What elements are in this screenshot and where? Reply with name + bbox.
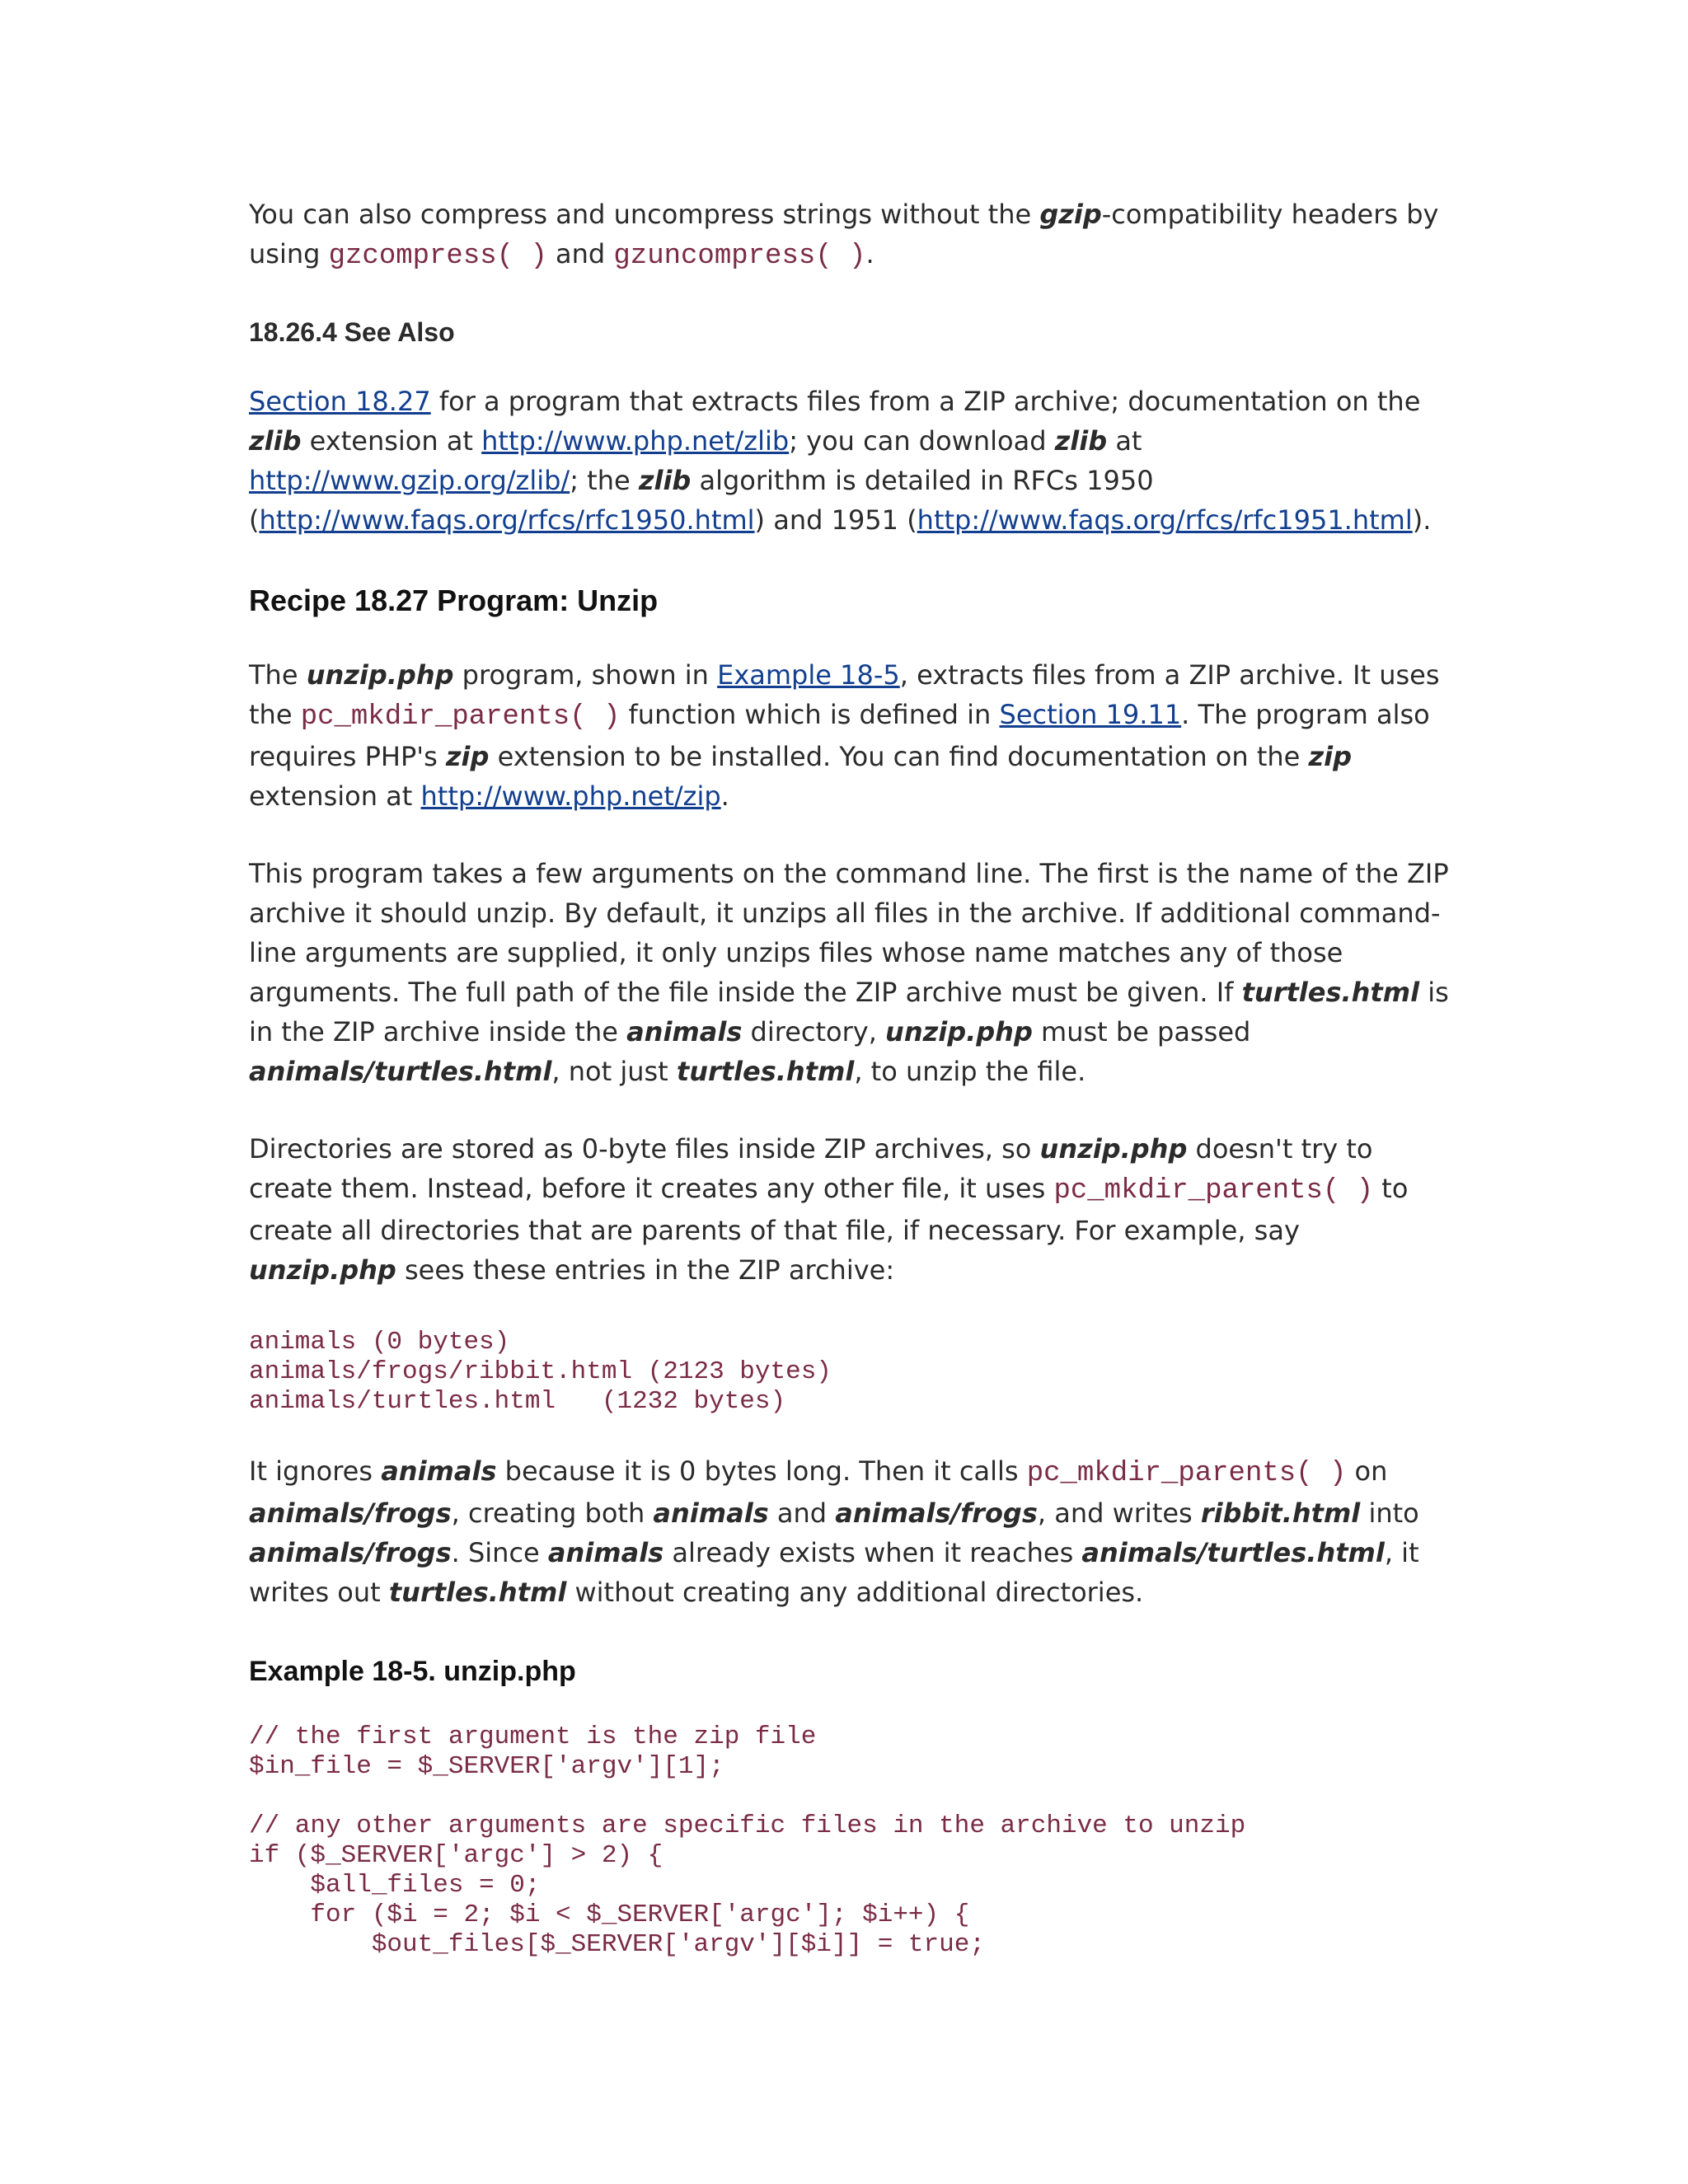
text: function which is defined in xyxy=(620,699,1000,730)
term-unzip-php: unzip.php xyxy=(249,1254,396,1286)
archive-entries-code: animals (0 bytes) animals/frogs/ribbit.html (2123 bytes) animals/turtles.html (1232 bytes) xyxy=(249,1328,832,1416)
link-rfc1950[interactable]: http://www.faqs.org/rfcs/rfc1950.html xyxy=(259,504,755,536)
text: program, shown in xyxy=(453,659,718,691)
term-animals-turtles-html: animals/turtles.html xyxy=(1081,1537,1385,1568)
term-zlib: zlib xyxy=(638,465,692,496)
text: , it writes out xyxy=(249,1537,1419,1608)
paragraph-see-also xyxy=(249,382,1452,540)
term-gzip: gzip xyxy=(1039,199,1102,230)
text: . xyxy=(720,780,729,812)
text: It ignores xyxy=(249,1455,382,1487)
page-content xyxy=(249,194,1452,1960)
text: -compatibility headers by using xyxy=(249,199,1439,269)
term-ribbit-html: ribbit.html xyxy=(1200,1497,1361,1529)
term-animals: animals xyxy=(626,1016,743,1047)
text: directory, xyxy=(742,1016,886,1047)
text: algorithm is detailed in RFCs 1950 ( xyxy=(249,465,1154,536)
text: ). xyxy=(1412,504,1432,536)
paragraph-ignores-animals xyxy=(249,1451,1452,1612)
text: at xyxy=(1107,425,1142,457)
term-animals-frogs: animals/frogs xyxy=(249,1497,452,1529)
text: on xyxy=(1346,1455,1388,1487)
text: , extracts files from a ZIP archive. It uses the xyxy=(249,659,1440,730)
code-gzuncompress: gzuncompress( ) xyxy=(613,241,866,272)
text: extension at xyxy=(249,780,421,812)
text: to create all directories that are parents of that file, if necessary. For example, say xyxy=(249,1173,1409,1246)
link-php-zlib[interactable]: http://www.php.net/zlib xyxy=(481,425,790,457)
code-pc-mkdir-parents: pc_mkdir_parents( ) xyxy=(300,701,621,733)
text: because it is 0 bytes long. Then it calls xyxy=(496,1455,1027,1487)
term-animals: animals xyxy=(547,1537,664,1568)
paragraph-gzcompress xyxy=(249,194,1452,276)
term-zlib: zlib xyxy=(1054,425,1108,457)
term-turtles-html: turtles.html xyxy=(388,1577,567,1608)
text: for a program that extracts files from a ZIP archive; documentation on the xyxy=(430,386,1421,417)
unzip-php-code: // the first argument is the zip file $in_file = $_SERVER['argv'][1]; // any other arguments are specific files in the archive to unzip if ($_SERVER['argc'] > 2) { $all_files = 0; for ($i = 2; $i < $_SERVER['argc']; $i++) { $out_files[$_SERVER['argv'][$i]] = true; xyxy=(249,1722,1246,1959)
term-unzip-php: unzip.php xyxy=(306,659,454,691)
text: ; you can download xyxy=(789,425,1055,457)
term-unzip-php: unzip.php xyxy=(885,1016,1033,1047)
text: , to unzip the file. xyxy=(854,1056,1086,1087)
text: ; the xyxy=(570,465,639,496)
term-turtles-html: turtles.html xyxy=(1241,977,1420,1008)
text: sees these entries in the ZIP archive: xyxy=(396,1254,895,1286)
code-pc-mkdir-parents: pc_mkdir_parents( ) xyxy=(1026,1458,1347,1489)
text: , not just xyxy=(551,1056,677,1087)
text: . xyxy=(865,238,874,269)
text: , and writes xyxy=(1037,1497,1201,1529)
text: This program takes a few arguments on the command line. The first is the name of the ZIP archive it should unzip. By default, it unzips all files in the archive. If additional command-line arguments are supplied, it only unzips files whose name matches any of those arguments. The full path of the file inside the ZIP archive must be given. If xyxy=(249,858,1449,1008)
recipe-heading: Recipe 18.27 Program: Unzip xyxy=(249,583,659,617)
text: The xyxy=(249,659,307,691)
text: Directories are stored as 0-byte files inside ZIP archives, so xyxy=(249,1133,1040,1165)
paragraph-arguments xyxy=(249,854,1452,1091)
example-heading: Example 18-5. unzip.php xyxy=(249,1656,576,1687)
link-php-zip[interactable]: http://www.php.net/zip xyxy=(420,780,721,812)
term-zlib: zlib xyxy=(249,425,302,457)
link-section-19-11[interactable]: Section 19.11 xyxy=(999,699,1182,730)
text: already exists when it reaches xyxy=(663,1537,1082,1568)
text: doesn't try to create them. Instead, before it creates any other file, it uses xyxy=(249,1133,1373,1204)
term-animals: animals xyxy=(653,1497,769,1529)
text: extension to be installed. You can find documentation on the xyxy=(489,741,1309,772)
text: and xyxy=(546,238,614,269)
term-animals-frogs: animals/frogs xyxy=(249,1537,452,1568)
text: and xyxy=(768,1497,836,1529)
text: is in the ZIP archive inside the xyxy=(249,977,1449,1047)
link-section-18-27[interactable]: Section 18.27 xyxy=(249,386,431,417)
text: without creating any additional directories. xyxy=(566,1577,1144,1608)
paragraph-directories xyxy=(249,1129,1452,1290)
text: ) and 1951 ( xyxy=(754,504,917,536)
link-example-18-5[interactable]: Example 18-5 xyxy=(717,659,900,691)
text: must be passed xyxy=(1032,1016,1251,1047)
term-animals: animals xyxy=(381,1455,497,1487)
term-animals-frogs: animals/frogs xyxy=(835,1497,1038,1529)
code-gzcompress: gzcompress( ) xyxy=(328,241,547,272)
text: extension at xyxy=(301,425,482,457)
term-turtles-html: turtles.html xyxy=(676,1056,855,1087)
text: . The program also requires PHP's xyxy=(249,699,1430,772)
term-zip: zip xyxy=(1308,741,1352,772)
see-also-heading: 18.26.4 See Also xyxy=(249,317,455,347)
link-rfc1951[interactable]: http://www.faqs.org/rfcs/rfc1951.html xyxy=(917,504,1413,536)
term-zip: zip xyxy=(445,741,490,772)
paragraph-unzip-intro xyxy=(249,655,1452,816)
term-unzip-php: unzip.php xyxy=(1039,1133,1188,1165)
term-animals-turtles-html: animals/turtles.html xyxy=(249,1056,552,1087)
link-gzip-zlib[interactable]: http://www.gzip.org/zlib/ xyxy=(249,465,570,496)
code-pc-mkdir-parents: pc_mkdir_parents( ) xyxy=(1053,1175,1374,1207)
text: . Since xyxy=(451,1537,548,1568)
text: , creating both xyxy=(451,1497,654,1529)
text: into xyxy=(1360,1497,1419,1529)
text: You can also compress and uncompress strings without the xyxy=(249,199,1040,230)
